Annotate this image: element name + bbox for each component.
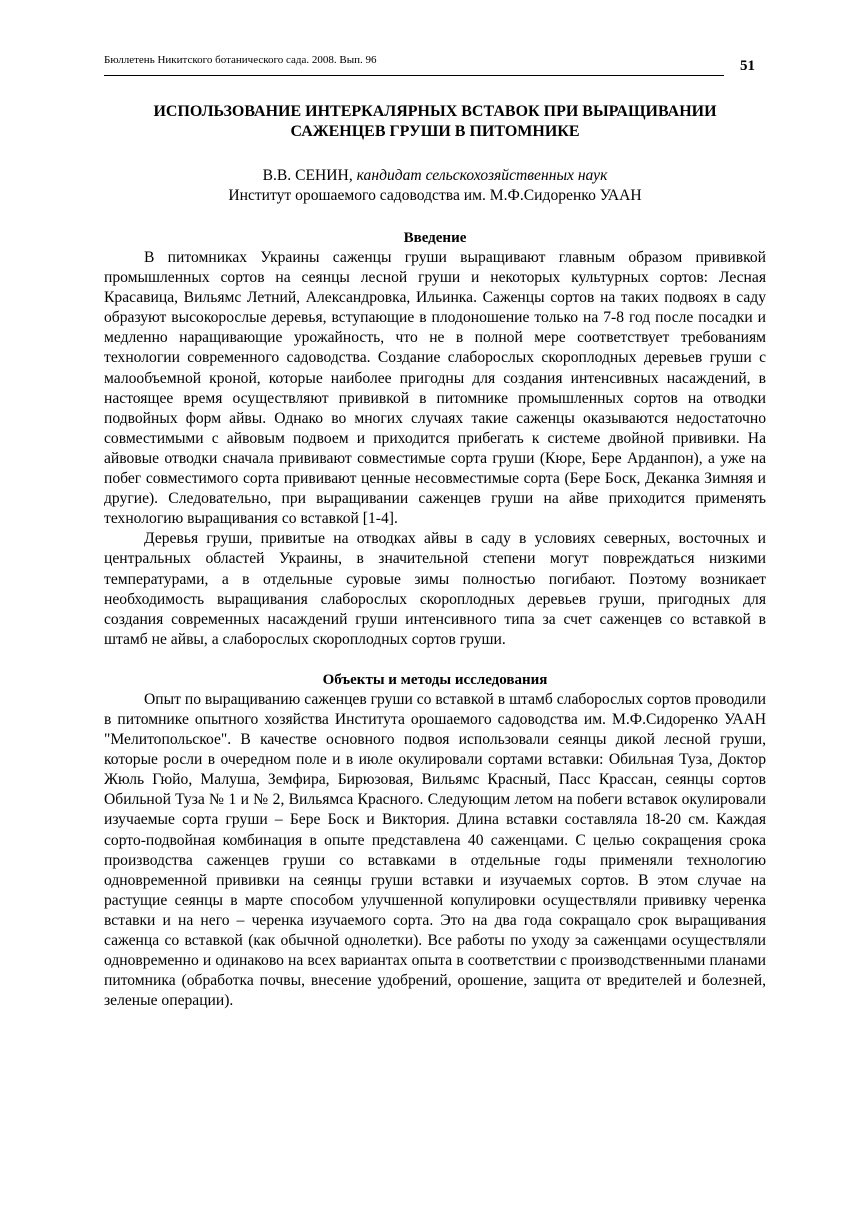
section-heading-introduction: Введение [403, 230, 467, 246]
author-name: В.В. СЕНИН, [262, 167, 353, 184]
header-rule [104, 75, 724, 76]
page-number: 51 [740, 58, 755, 74]
author-role: кандидат сельскохозяйственных наук [356, 167, 608, 184]
article-body [104, 102, 766, 1011]
article-title: ИСПОЛЬЗОВАНИЕ ИНТЕРКАЛЯРНЫХ ВСТАВОК ПРИ ВЫРАЩИВАНИИ САЖЕНЦЕВ ГРУШИ В ПИТОМНИКЕ [153, 103, 717, 140]
paragraph: Деревья груши, привитые на отводках айвы в саду в условиях северных, восточных и центральных областей Украины, в значительной степени могут повреждаться низкими температурами, а в отдельные суровые зимы полностью погибают. Поэтому возникает необходимость выращивания слаборослых скороплодных деревьев груши, пригодных для создания современных насаждений груши интенсивного типа за счет саженцев со вставкой в штамб не айвы, а слаборослых скороплодных сортов груши. [104, 530, 766, 648]
paragraph: В питомниках Украины саженцы груши выращивают главным образом прививкой промышленных сортов на сеянцы лесной груши и некоторых культурных сортов: Лесная Красавица, Вильямс Летний, Александровка, Ильинка. Саженцы сортов на таких подвоях в саду образуют высокорослые деревья, вступающие в плодоношение только на 7-8 год после посадки и медленно наращивающие урожайность, что не в полной мере соответствует требованиям технологии современного садоводства. Создание слаборослых скороплодных деревьев груши с малообъемной кроной, которые наиболее пригодны для создания интенсивных насаждений, в настоящее время осуществляют прививкой в питомнике промышленных сортов на отводки подвойных форм айвы. Однако во многих случаях такие саженцы оказываются недостаточно совместимыми с айвовым подвоем и приходится прибегать к системе двойной прививки. На айвовые отводки сначала прививают совместимые сорта груши (Кюре, Бере Арданпон), а уже на побег совместимого сорта прививают ценные несовместимые сорта (Бере Боск, Деканка Зимняя и другие). Следовательно, при выращивании саженцев груши на айве приходится применять технологию выращивания со вставкой [1-4]. [104, 249, 766, 528]
section-heading-methods: Объекты и методы исследования [322, 671, 548, 688]
author-line [104, 166, 766, 186]
author-block [104, 166, 766, 206]
paragraph: Опыт по выращиванию саженцев груши со вставкой в штамб слаборослых сортов проводили в питомнике опытного хозяйства Института орошаемого садоводства им. М.Ф.Сидоренко УААН "Мелитопольское". В качестве основного подвоя использовали сеянцы дикой лесной груши, которые росли в очередном поле и в июле окулировали сортами вставки: Обильная Туза, Доктор Жюль Гюйо, Малуша, Земфира, Бирюзовая, Вильямс Красный, Пасс Крассан, сеянцы сортов Обильной Туза № 1 и № 2, Вильямса Красного. Следующим летом на побеги вставок окулировали изучаемые сорта груши – Бере Боск и Виктория. Длина вставки составляла 18-20 см. Каждая сорто-подвойная комбинация в опыте представлена 40 саженцами. С целью сокращения срока производства саженцев груши со вставками в отдельные годы применяли технологию одновременной прививки на сеянцы груши вставки и изучаемых сортов. В этом случае на растущие сеянцы в марте способом улучшенной копулировки осуществляли прививку черенка вставки и на него – черенка изучаемого сорта. Это на два года сокращало срок выращивания саженца со вставкой (как обычной однолетки). Все работы по уходу за саженцами осуществляли одновременно и одинаково на всех вариантах опыта в соответствии с производственными планами питомника (обработка почвы, внесение удобрений, орошение, защита от вредителей и болезней, зеленые операции). [104, 690, 766, 1010]
running-header: Бюллетень Никитского ботанического сада. 2008. Вып. 96 [104, 54, 377, 66]
affiliation: Институт орошаемого садоводства им. М.Ф.Сидоренко УААН [228, 187, 642, 204]
